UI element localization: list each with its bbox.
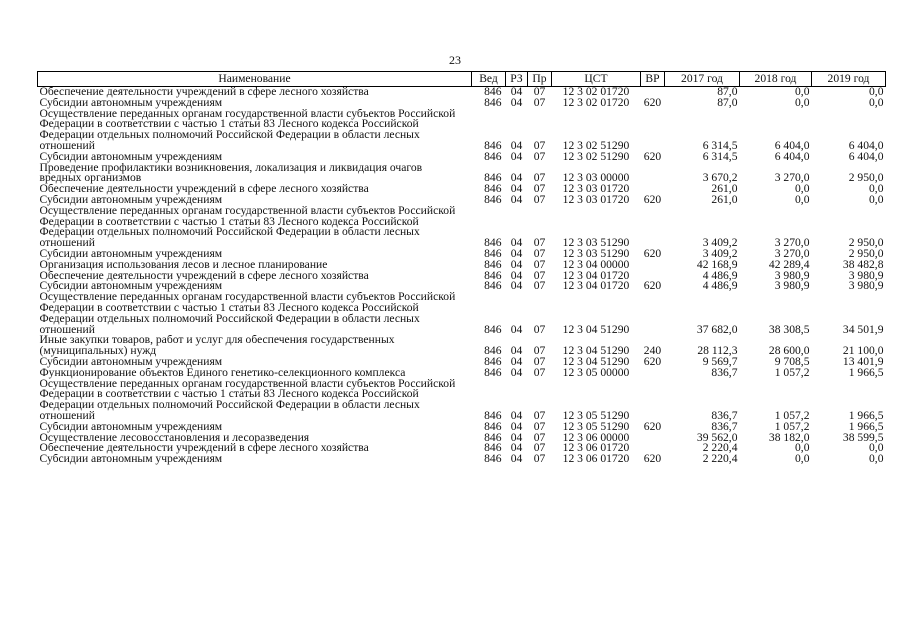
cell-2017: 836,7 [711, 408, 738, 422]
cell-vr [641, 292, 665, 335]
table-row [38, 260, 886, 271]
table-row [38, 379, 886, 422]
table-row [38, 292, 886, 335]
cell-vr [641, 87, 665, 98]
cell-2018: 3 270,0 [774, 171, 810, 185]
cell-2019: 3 980,9 [848, 270, 884, 282]
cell-2019: 0,0 [869, 443, 884, 455]
cell-rz: 04 [510, 171, 523, 185]
cell-vr: 620 [643, 194, 662, 206]
cell-pr: 07 [533, 270, 546, 282]
cell-2018: 1 057,2 [774, 367, 810, 379]
cell-2019: 13 401,9 [842, 356, 884, 368]
page-number: 23 [449, 53, 461, 67]
cell-ved: 846 [484, 151, 502, 163]
cell-pr: 07 [533, 281, 546, 293]
header-rz: РЗ [506, 72, 528, 87]
cell-cst: 12 3 06 01720 [562, 454, 630, 465]
cell-pr: 07 [533, 138, 546, 152]
cell-2018: 9 708,5 [774, 356, 810, 368]
cell-ved: 846 [484, 281, 502, 293]
cell-rz: 04 [510, 356, 523, 368]
cell-pr: 07 [533, 421, 546, 433]
cell-pr: 07 [533, 356, 546, 368]
header-pr: Пр [528, 72, 552, 87]
cell-pr: 07 [533, 86, 546, 98]
cell-2019: 38 482,8 [842, 259, 884, 271]
cell-2018: 0,0 [795, 97, 810, 109]
cell-2017: 87,0 [717, 97, 738, 109]
header-row [38, 72, 886, 87]
cell-2017: 6 314,5 [702, 151, 738, 163]
cell-2018: 3 270,0 [774, 248, 810, 260]
cell-2019: 0,0 [869, 184, 884, 195]
cell-name: Обеспечение деятельности учреждений в сфере лесного хозяйства [39, 184, 369, 195]
cell-vr [641, 379, 665, 422]
cell-vr: 620 [643, 248, 662, 260]
cell-name: Иные закупки товаров, работ и услуг для обеспечения государственных (муниципальных) нужд [39, 335, 395, 357]
cell-2017: 28 112,3 [697, 344, 738, 357]
cell-pr: 07 [533, 151, 546, 163]
cell-name: Субсидии автономным учреждениям [39, 281, 223, 293]
cell-ved: 846 [484, 344, 502, 357]
cell-2018: 38 308,5 [768, 322, 810, 336]
cell-2017: 4 486,9 [702, 281, 738, 293]
cell-cst: 12 3 04 00000 [562, 259, 630, 271]
cell-vr: 240 [643, 344, 662, 357]
cell-cst: 12 3 04 51290 [562, 356, 630, 368]
cell-name: Субсидии автономным учреждениям [39, 97, 223, 109]
cell-2019: 21 100,0 [842, 344, 884, 357]
cell-ved: 846 [484, 97, 502, 109]
cell-ved: 846 [484, 432, 502, 444]
cell-pr: 07 [533, 97, 546, 109]
table-row [38, 433, 886, 444]
cell-pr: 07 [533, 454, 546, 465]
cell-2018: 42 289,4 [768, 259, 810, 271]
cell-rz: 04 [510, 443, 523, 455]
cell-2017: 2 220,4 [702, 454, 738, 465]
cell-ved: 846 [484, 408, 502, 422]
header-name: Наименование [38, 72, 472, 87]
cell-2018: 38 182,0 [768, 432, 810, 444]
table-row [38, 195, 886, 206]
cell-vr [641, 271, 665, 282]
cell-vr: 620 [643, 151, 662, 163]
cell-2019: 6 404,0 [848, 151, 884, 163]
cell-rz: 04 [510, 367, 523, 379]
cell-vr [641, 443, 665, 454]
cell-cst: 12 3 04 01720 [562, 281, 630, 293]
table-row [38, 357, 886, 368]
cell-2017: 3 409,2 [702, 236, 738, 249]
table-row [38, 335, 886, 357]
budget-table [37, 71, 886, 465]
cell-rz: 04 [510, 194, 523, 206]
cell-rz: 04 [510, 151, 523, 163]
cell-ved: 846 [484, 259, 502, 271]
cell-vr [641, 163, 665, 185]
cell-pr: 07 [533, 322, 546, 336]
cell-cst: 12 3 04 01720 [562, 270, 630, 282]
cell-cst: 12 3 03 00000 [562, 171, 630, 185]
header-2017: 2017 год [665, 72, 740, 87]
cell-name: Осуществление переданных органам государственной власти субъектов Российской Федерации в соответствии с частью 1 статьи 83 Лесного кодекса Российской Федерации отдельных полномочий Российской Федерации в области лесных отношений [39, 378, 456, 422]
cell-ved: 846 [484, 270, 502, 282]
cell-rz: 04 [510, 138, 523, 152]
cell-name: Обеспечение деятельности учреждений в сфере лесного хозяйства [39, 86, 369, 98]
cell-ved: 846 [484, 454, 502, 465]
cell-vr: 620 [643, 281, 662, 293]
cell-2017: 836,7 [711, 367, 738, 379]
table-row [38, 454, 886, 465]
cell-ved: 846 [484, 236, 502, 249]
cell-cst: 12 3 05 00000 [562, 367, 630, 379]
cell-2019: 0,0 [869, 97, 884, 109]
cell-cst: 12 3 02 01720 [562, 86, 630, 98]
cell-rz: 04 [510, 421, 523, 433]
cell-2018: 1 057,2 [774, 408, 810, 422]
cell-2017: 261,0 [711, 194, 738, 206]
cell-rz: 04 [510, 97, 523, 109]
cell-vr: 620 [643, 421, 662, 433]
cell-pr: 07 [533, 184, 546, 195]
cell-name: Осуществление переданных органам государственной власти субъектов Российской Федерации в соответствии с частью 1 статьи 83 Лесного кодекса Российской Федерации отдельных полномочий Российской Федерации в области лесных отношений [39, 108, 456, 152]
cell-2017: 3 409,2 [702, 248, 738, 260]
cell-name: Проведение профилактики возникновения, локализация и ликвидация очагов вредных организмов [39, 162, 423, 185]
cell-2019: 0,0 [869, 86, 884, 98]
cell-ved: 846 [484, 171, 502, 185]
cell-name: Субсидии автономным учреждениям [39, 454, 223, 465]
cell-2018: 3 980,9 [774, 281, 810, 293]
cell-2019: 0,0 [869, 454, 884, 465]
cell-rz: 04 [510, 322, 523, 336]
cell-pr: 07 [533, 194, 546, 206]
cell-name: Обеспечение деятельности учреждений в сфере лесного хозяйства [39, 443, 369, 455]
cell-2019: 34 501,9 [842, 322, 884, 336]
cell-pr: 07 [533, 443, 546, 455]
cell-pr: 07 [533, 171, 546, 185]
cell-rz: 04 [510, 86, 523, 98]
cell-ved: 846 [484, 421, 502, 433]
cell-ved: 846 [484, 248, 502, 260]
cell-2017: 37 682,0 [696, 322, 738, 336]
table-row [38, 109, 886, 152]
cell-cst: 12 3 02 51290 [562, 138, 630, 152]
cell-ved: 846 [484, 322, 502, 336]
cell-pr: 07 [533, 408, 546, 422]
cell-vr: 620 [643, 454, 662, 465]
cell-pr: 07 [533, 248, 546, 260]
cell-cst: 12 3 03 51290 [562, 236, 630, 249]
cell-rz: 04 [510, 281, 523, 293]
cell-name: Субсидии автономным учреждениям [39, 194, 223, 206]
cell-name: Субсидии автономным учреждениям [39, 356, 223, 368]
cell-2017: 9 569,7 [702, 356, 738, 368]
cell-name: Субсидии автономным учреждениям [39, 151, 223, 163]
cell-ved: 846 [484, 194, 502, 206]
cell-ved: 846 [484, 443, 502, 455]
cell-2019: 2 950,0 [848, 236, 884, 249]
cell-2018: 1 057,2 [774, 421, 810, 433]
cell-2017: 3 670,2 [702, 171, 738, 185]
cell-2018: 0,0 [795, 184, 810, 195]
cell-ved: 846 [484, 86, 502, 98]
cell-2019: 1 966,5 [848, 367, 884, 379]
cell-ved: 846 [484, 184, 502, 195]
cell-vr [641, 260, 665, 271]
cell-name: Обеспечение деятельности учреждений в сфере лесного хозяйства [39, 270, 369, 282]
cell-pr: 07 [533, 259, 546, 271]
cell-2017: 6 314,5 [702, 138, 738, 152]
header-ved: Вед [472, 72, 506, 87]
header-2019: 2019 год [812, 72, 886, 87]
cell-cst: 12 3 04 51290 [562, 322, 630, 336]
cell-2018: 28 600,0 [768, 344, 810, 357]
table-body [38, 87, 886, 465]
cell-2018: 6 404,0 [774, 138, 810, 152]
cell-rz: 04 [510, 408, 523, 422]
cell-cst: 12 3 03 01720 [562, 184, 630, 195]
table-row [38, 368, 886, 379]
cell-2017: 4 486,9 [702, 270, 738, 282]
cell-2018: 0,0 [795, 194, 810, 206]
cell-vr [641, 184, 665, 195]
cell-vr [641, 368, 665, 379]
cell-2017: 42 168,9 [696, 259, 738, 271]
table-row [38, 443, 886, 454]
table-row [38, 98, 886, 109]
cell-ved: 846 [484, 138, 502, 152]
cell-2019: 6 404,0 [848, 138, 884, 152]
cell-2018: 3 980,9 [774, 270, 810, 282]
cell-vr: 620 [643, 97, 662, 109]
cell-2019: 2 950,0 [848, 248, 884, 260]
cell-2017: 836,7 [711, 421, 738, 433]
cell-2019: 1 966,5 [848, 421, 884, 433]
cell-ved: 846 [484, 356, 502, 368]
header-2018: 2018 год [740, 72, 812, 87]
cell-rz: 04 [510, 248, 523, 260]
cell-vr [641, 109, 665, 152]
cell-pr: 07 [533, 344, 546, 357]
cell-name: Осуществление переданных органам государственной власти субъектов Российской Федерации в соответствии с частью 1 статьи 83 Лесного кодекса Российской Федерации отдельных полномочий Российской Федерации в области лесных отношений [39, 205, 456, 249]
cell-cst: 12 3 03 01720 [562, 194, 630, 206]
table-row [38, 422, 886, 433]
cell-rz: 04 [510, 236, 523, 249]
cell-rz: 04 [510, 270, 523, 282]
cell-rz: 04 [510, 259, 523, 271]
cell-2017: 87,0 [717, 86, 738, 98]
cell-name: Субсидии автономным учреждениям [39, 248, 223, 260]
cell-2018: 3 270,0 [774, 236, 810, 249]
table-row [38, 271, 886, 282]
cell-vr: 620 [643, 356, 662, 368]
cell-pr: 07 [533, 432, 546, 444]
cell-vr [641, 206, 665, 249]
cell-2017: 261,0 [711, 184, 738, 195]
table-row [38, 281, 886, 292]
table-row [38, 249, 886, 260]
cell-2019: 3 980,9 [848, 281, 884, 293]
cell-cst: 12 3 06 00000 [562, 432, 630, 444]
cell-cst: 12 3 02 01720 [562, 97, 630, 109]
cell-cst: 12 3 03 51290 [562, 248, 630, 260]
cell-2017: 2 220,4 [702, 443, 738, 455]
cell-ved: 846 [484, 367, 502, 379]
cell-rz: 04 [510, 454, 523, 465]
cell-pr: 07 [533, 236, 546, 249]
table-row [38, 87, 886, 98]
cell-2019: 38 599,5 [842, 432, 884, 444]
cell-cst: 12 3 04 51290 [562, 344, 630, 357]
header-vr: ВР [641, 72, 665, 87]
cell-rz: 04 [510, 184, 523, 195]
cell-cst: 12 3 06 01720 [562, 443, 630, 455]
header-cst: ЦСТ [552, 72, 641, 87]
cell-cst: 12 3 02 51290 [562, 151, 630, 163]
cell-vr [641, 433, 665, 444]
cell-rz: 04 [510, 432, 523, 444]
cell-2018: 0,0 [795, 454, 810, 465]
cell-2019: 2 950,0 [848, 171, 884, 185]
cell-name: Осуществление переданных органам государственной власти субъектов Российской Федерации в соответствии с частью 1 статьи 83 Лесного кодекса Российской Федерации отдельных полномочий Российской Федерации в области лесных отношений [39, 292, 456, 336]
cell-name: Организация использования лесов и лесное планирование [39, 259, 328, 271]
cell-2018: 0,0 [795, 86, 810, 98]
cell-cst: 12 3 05 51290 [562, 408, 630, 422]
cell-2019: 0,0 [869, 194, 884, 206]
cell-name: Функционирование объектов Единого генетико-селекционного комплекса [39, 367, 406, 379]
cell-2017: 39 562,0 [696, 432, 738, 444]
cell-2019: 1 966,5 [848, 408, 884, 422]
cell-name: Осуществление лесовосстановления и лесоразведения [39, 432, 310, 444]
table-row [38, 163, 886, 185]
cell-rz: 04 [510, 344, 523, 357]
cell-2018: 0,0 [795, 443, 810, 455]
table-row [38, 152, 886, 163]
table-row [38, 184, 886, 195]
cell-2018: 6 404,0 [774, 151, 810, 163]
cell-pr: 07 [533, 367, 546, 379]
cell-cst: 12 3 05 51290 [562, 421, 630, 433]
cell-name: Субсидии автономным учреждениям [39, 421, 223, 433]
table-row [38, 206, 886, 249]
